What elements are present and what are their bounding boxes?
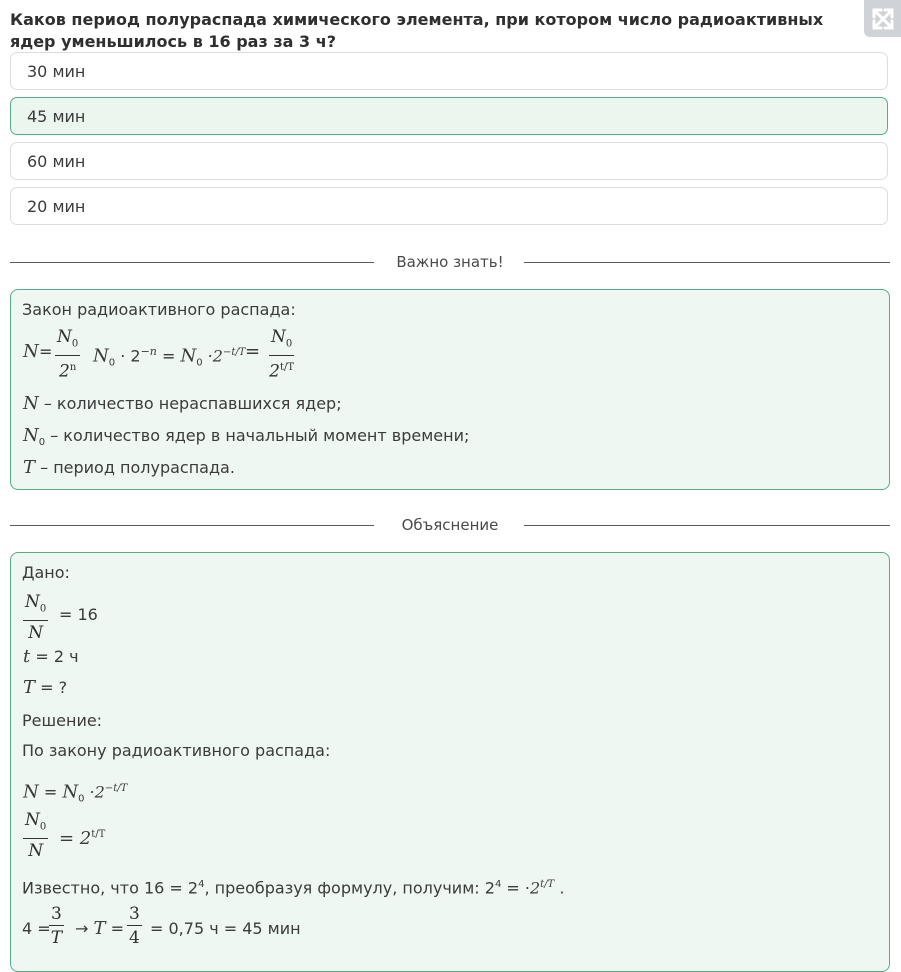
power-of-two: = $2^{t/T}$ (59, 828, 106, 849)
explanation-heading: Объяснение (401, 516, 499, 534)
def-n: N – количество нераспавшихся ядер; (23, 393, 342, 414)
answer-option-label: 60 мин (27, 152, 86, 171)
explanation-box: Дано: $\frac{N_0}{N}$ = 16 t = 2 ч T = ? Решение: По закону радиоактивного распада: $N = N_0 \cdot 2^{-t/T}$ $\frac{N_0}{N}$ = $2^{t/T}$ Известно, что $16 = 2^4$, преобразуя формулу, получим: $2^4 = \cdot 2^{t/T}$ . 4 = $\frac{3}{T}$ → T = $\frac{3}{4}$ = 0,75 ч = 45 мин (10, 552, 890, 972)
important-box: Закон радиоактивного распада: N = $\frac{N_0}{2^n}$ $N_0 \cdot 2^{-n} = N_0 \cdot 2^{-t/T}$ = $\frac{N_0}{2^{t/T}}$ N – количество нераспавшихся ядер; $N_0$ – количество ядер в начальный момент времени; T – период полураспада. (10, 289, 890, 490)
answer-option-3[interactable] (10, 142, 888, 180)
def-n0: $N_0$ – количество ядер в начальный момент времени; (23, 425, 470, 449)
explanation-divider (10, 515, 890, 535)
law-title: Закон радиоактивного распада: (22, 300, 296, 319)
answer-option-label: 45 мин (27, 107, 86, 126)
answer-option-1[interactable] (10, 52, 888, 90)
ratio-fraction-2: $\frac{N_0}{N}$ (25, 810, 47, 862)
ratio-fraction: $\frac{N_0}{N}$ (25, 592, 47, 644)
ratio-value: = 16 (59, 605, 98, 624)
def-n0-text: – количество ядер в начальный момент времени; (50, 426, 470, 445)
answer-option-label: 30 мин (27, 62, 86, 81)
final-result: = 0,75 ч = 45 мин (150, 919, 301, 938)
given-label: Дано: (22, 563, 70, 582)
known-line: Известно, что $16 = 2^4$, преобразуя формулу, получим: $2^4 = \cdot 2^{t/T}$ . (22, 878, 565, 898)
known-text: Известно, что 16 = 2 (22, 878, 199, 898)
def-n-text: – количество нераспавшихся ядер; (43, 394, 342, 413)
def-t: T – период полураспада. (23, 457, 235, 478)
solution-label: Решение: (22, 711, 103, 730)
answer-option-2[interactable] (10, 97, 888, 135)
given-t: t = 2 ч (23, 646, 79, 667)
law-text: По закону радиоактивного распада: (22, 741, 331, 760)
divider-line (524, 262, 890, 263)
question-text: Каков период полураспада химического элемента, при котором число радиоактивных ядер уменьшилось в 16 раз за 3 ч? (10, 10, 824, 51)
important-divider (10, 252, 890, 272)
fullscreen-button[interactable] (864, 0, 901, 37)
known-mid: , преобразуя формулу, получим: 2 (204, 878, 495, 898)
final-start: 4 = (22, 919, 51, 938)
given-T: T = ? (23, 677, 68, 698)
answer-option-label: 20 мин (27, 197, 86, 216)
def-t-text: – период полураспада. (40, 458, 235, 477)
divider-line (524, 525, 890, 526)
t-value: = 2 ч (35, 647, 79, 666)
important-heading: Важно знать! (396, 253, 504, 271)
law-formula: $N = N_0 \cdot 2^{-t/T}$ (23, 781, 128, 805)
answer-option-4[interactable] (10, 187, 888, 225)
T-value: = ? (40, 678, 68, 697)
expand-arrows-icon (871, 7, 895, 31)
known-end: = · (506, 878, 530, 898)
